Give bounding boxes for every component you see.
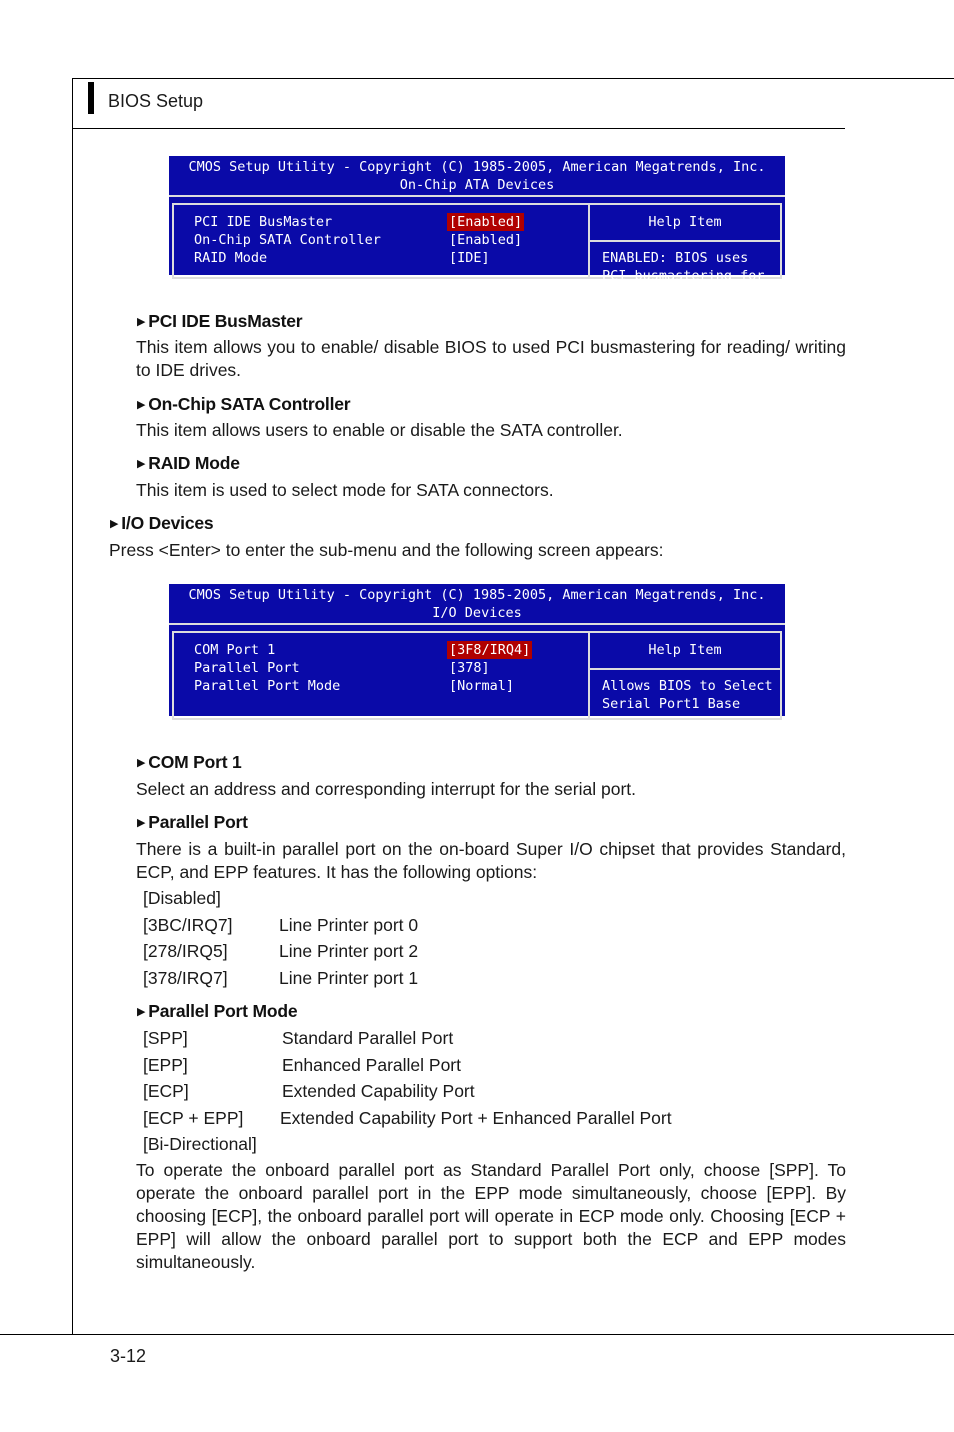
section-text-pci-ide: This item allows you to enable/ disable BIOS to used PCI busmastering for reading/ writing to IDE drives. (136, 337, 846, 380)
heading-text: On-Chip SATA Controller (148, 394, 351, 414)
option-key: [Bi-Directional] (143, 1134, 257, 1154)
option-key: [ECP + EPP] (143, 1107, 244, 1128)
bios-subtitle: On-Chip ATA Devices (169, 176, 785, 197)
bios-help-divider (590, 240, 780, 242)
bios-help-line: Allows BIOS to Select (602, 678, 773, 694)
section-text-raid: This item is used to select mode for SATA connectors. (136, 480, 554, 500)
heading-text: PCI IDE BusMaster (148, 311, 303, 331)
option-item (143, 938, 418, 965)
bios-help-title: Help Item (648, 214, 722, 230)
option-item (143, 1105, 672, 1132)
option-desc: Extended Capability Port (282, 1081, 475, 1101)
option-desc: Enhanced Parallel Port (282, 1054, 461, 1075)
bios-help-line: ENABLED: BIOS uses (602, 250, 749, 266)
bios-help-divider (590, 668, 780, 670)
option-key: [ECP] (143, 1081, 189, 1101)
bios-row-label: RAID Mode (194, 250, 268, 266)
section-heading-parallel (137, 812, 248, 833)
heading-text: COM Port 1 (148, 752, 242, 772)
section-heading-pci-ide (137, 311, 302, 332)
bios-row-value: [Normal] (449, 678, 515, 694)
bios-row-value: [378] (449, 660, 490, 676)
bios-frame (172, 203, 782, 284)
bullet-triangle-icon: ▶ (137, 399, 146, 411)
bullet-triangle-icon: ▶ (137, 458, 146, 470)
option-item (143, 912, 418, 939)
bios-help-line: Serial Port1 Base (602, 696, 741, 712)
bios-help-title: Help Item (648, 642, 722, 658)
option-desc: Line Printer port 0 (279, 914, 419, 935)
bios-row-label: Parallel Port (194, 660, 300, 676)
option-list-parallel-mode (143, 1025, 672, 1158)
bullet-triangle-icon: ▶ (110, 518, 119, 530)
bullet-triangle-icon: ▶ (137, 1006, 146, 1018)
section-heading-io (110, 513, 213, 534)
bios-title: CMOS Setup Utility - Copyright (C) 1985-2005, American Megatrends, Inc. (188, 159, 766, 175)
footer-rule (0, 1334, 954, 1335)
header-rule (72, 128, 845, 129)
page-number: 3-12 (110, 1346, 147, 1366)
bios-frame (172, 631, 782, 720)
bios-row-value-selected: [Enabled] (449, 214, 523, 230)
option-desc: Extended Capability Port + Enhanced Parallel Port (280, 1107, 672, 1128)
bios-row-label: COM Port 1 (194, 642, 276, 658)
section-heading-com1 (137, 752, 242, 773)
option-item (143, 885, 418, 912)
option-item (143, 1052, 672, 1079)
section-heading-parallel-mode (137, 1001, 297, 1022)
option-desc: Line Printer port 1 (279, 967, 419, 988)
option-key: [3BC/IRQ7] (143, 914, 233, 935)
section-heading-sata (137, 394, 350, 415)
option-desc: Standard Parallel Port (282, 1028, 454, 1048)
section-text-com1: Select an address and corresponding interrupt for the serial port. (136, 779, 637, 799)
option-key: [Disabled] (143, 888, 221, 908)
heading-text: RAID Mode (148, 453, 240, 473)
heading-text: I/O Devices (121, 513, 214, 533)
left-margin-rule (72, 78, 73, 1335)
option-item (143, 1078, 672, 1105)
heading-text: Parallel Port Mode (148, 1001, 298, 1021)
heading-text: Parallel Port (148, 812, 248, 832)
bios-subtitle: I/O Devices (169, 604, 785, 625)
option-list-parallel (143, 885, 418, 991)
bios-row-value: [IDE] (449, 250, 490, 266)
bios-row-label: Parallel Port Mode (194, 678, 341, 694)
bios-screenshot-ata (169, 156, 785, 284)
option-key: [SPP] (143, 1028, 188, 1048)
bios-row-value: [Enabled] (449, 232, 523, 248)
header-marker-bar (88, 82, 94, 114)
section-text-io: Press <Enter> to enter the sub-menu and the following screen appears: (109, 540, 664, 560)
bios-title: CMOS Setup Utility - Copyright (C) 1985-2005, American Megatrends, Inc. (188, 587, 766, 603)
option-key: [EPP] (143, 1054, 188, 1075)
section-heading-raid (137, 453, 240, 474)
option-item (143, 1131, 672, 1158)
top-rule (72, 78, 954, 79)
bios-screenshot-io (169, 584, 785, 716)
section-text-parallel-mode: To operate the onboard parallel port as Standard Parallel Port only, choose [SPP]. To operate the onboard parallel port in the EPP mode simultaneously, choose [EPP]. By choosing [ECP], the onboard parallel port will operate in ECP mode only. Choosing [ECP + EPP] will allow the onboard parallel port to support both the ECP and EPP modes simultaneously. (136, 1160, 846, 1272)
option-key: [278/IRQ5] (143, 941, 228, 961)
option-item (143, 1025, 672, 1052)
bios-help-line: PCI busmastering for (602, 268, 765, 284)
section-text-sata: This item allows users to enable or disable the SATA controller. (136, 420, 623, 440)
option-key: [378/IRQ7] (143, 967, 228, 988)
bullet-triangle-icon: ▶ (137, 757, 146, 769)
section-text-parallel: There is a built-in parallel port on the on-board Super I/O chipset that provides Standard, ECP, and EPP features. It has the following options: (136, 839, 846, 882)
bios-row-label: On-Chip SATA Controller (194, 232, 381, 248)
bios-row-label: PCI IDE BusMaster (194, 214, 333, 230)
bullet-triangle-icon: ▶ (137, 817, 146, 829)
option-item (143, 965, 418, 992)
option-desc: Line Printer port 2 (279, 941, 419, 961)
page-header-title: BIOS Setup (108, 91, 204, 111)
bullet-triangle-icon: ▶ (137, 316, 146, 328)
bios-row-value-selected: [3F8/IRQ4] (449, 642, 531, 658)
